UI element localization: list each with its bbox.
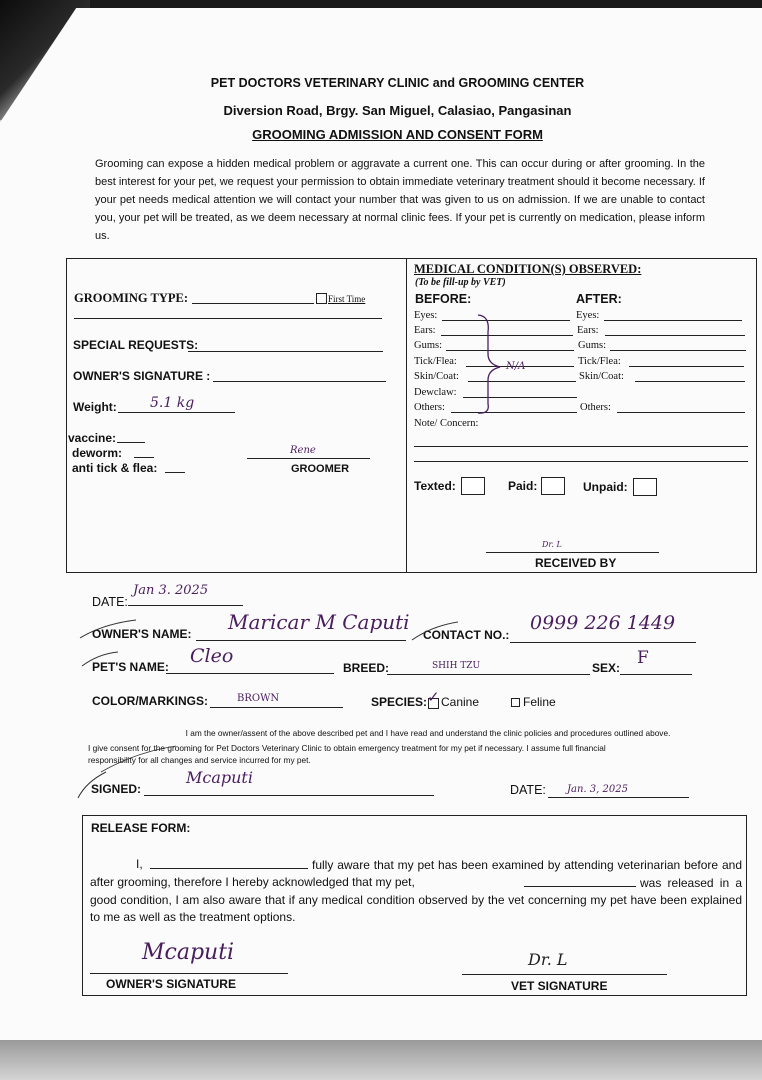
grooming-type-label: GROOMING TYPE: <box>74 291 189 305</box>
owner-name-value: Maricar M Caputi <box>228 610 410 634</box>
owner-signature-label: OWNER'S SIGNATURE : <box>73 369 211 383</box>
after-gums-line[interactable] <box>610 350 746 351</box>
after-heading: AFTER: <box>576 292 622 306</box>
sex-line[interactable] <box>620 674 692 675</box>
na-value: N/A <box>506 361 526 372</box>
date-label: DATE: <box>92 595 128 609</box>
clinic-name: PET DOCTORS VETERINARY CLINIC and GROOMING CENTER <box>210 76 585 90</box>
note-line-1[interactable] <box>414 446 748 447</box>
anti-tick-label: anti tick & flea: <box>72 461 158 475</box>
paid-label: Paid: <box>508 479 538 493</box>
breed-value: SHIH TZU <box>432 661 481 671</box>
signed-line[interactable] <box>144 795 434 796</box>
note-label: Note/ Concern: <box>414 418 479 429</box>
note-line-2[interactable] <box>414 461 748 462</box>
pet-name-value: Cleo <box>190 645 234 667</box>
before-others-label: Others: <box>414 402 445 413</box>
received-signature: Dr. L <box>542 540 562 549</box>
owner-release-signature: Mcaputi <box>142 940 235 965</box>
texted-label: Texted: <box>414 479 456 493</box>
owner-release-signature-line[interactable] <box>90 973 288 974</box>
color-line[interactable] <box>210 707 343 708</box>
weight-label: Weight: <box>73 400 117 414</box>
before-skin-label: Skin/Coat: <box>414 371 459 382</box>
color-label: COLOR/MARKINGS: <box>92 694 208 708</box>
vet-signature-line[interactable] <box>462 974 667 975</box>
after-others-label: Others: <box>580 402 611 413</box>
vet-signature-label: VET SIGNATURE <box>511 979 608 993</box>
consent-line-2: I give consent for the grooming for Pet Doctors Veterinary Clinic to obtain emergency treatment for my pet if necessary. I assume full financial <box>88 743 606 753</box>
after-ears-label: Ears: <box>577 325 599 336</box>
weight-value: 5.1 kg <box>150 395 195 411</box>
form-title: GROOMING ADMISSION AND CONSENT FORM <box>252 127 543 142</box>
consent-date-value: Jan. 3, 2025 <box>567 784 628 795</box>
vaccine-label: vaccine: <box>68 431 117 445</box>
owner-strike-mark <box>78 618 138 642</box>
release-title: RELEASE FORM: <box>91 821 191 835</box>
after-gums-label: Gums: <box>578 340 607 351</box>
consent-line-3: responsibility for all changes and service incurred for my pet. <box>88 755 311 765</box>
unpaid-checkbox[interactable] <box>633 478 657 496</box>
pet-name-label: PET'S NAME: <box>92 660 169 674</box>
canine-label: Canine <box>441 695 480 709</box>
deworm-label: deworm: <box>72 446 123 460</box>
contact-label: CONTACT NO.: <box>423 628 510 642</box>
before-gums-label: Gums: <box>414 340 443 351</box>
after-tick-line[interactable] <box>629 366 744 367</box>
signed-value: Mcaputi <box>186 768 253 787</box>
special-requests-label: SPECIAL REQUESTS: <box>73 338 199 352</box>
date-line[interactable] <box>128 605 243 606</box>
before-eyes-label: Eyes: <box>414 310 438 321</box>
before-ears-label: Ears: <box>414 325 436 336</box>
before-tick-label: Tick/Flea: <box>414 356 457 367</box>
vaccine-line[interactable] <box>117 442 145 443</box>
feline-label: Feline <box>523 695 556 709</box>
medical-title: MEDICAL CONDITION(S) OBSERVED: <box>414 262 642 276</box>
after-eyes-label: Eyes: <box>576 310 600 321</box>
anti-tick-line[interactable] <box>165 472 185 473</box>
deworm-line[interactable] <box>134 457 154 458</box>
paid-checkbox[interactable] <box>541 477 565 495</box>
vet-signature: Dr. L <box>528 950 568 969</box>
unpaid-label: Unpaid: <box>583 480 628 494</box>
after-skin-label: Skin/Coat: <box>579 371 624 382</box>
owner-release-signature-label: OWNER'S SIGNATURE <box>106 977 236 991</box>
pet-name-line[interactable] <box>166 673 334 674</box>
contact-strike-mark <box>410 620 460 644</box>
release-text-a: fully aware that my pet has been examined by attending veterinarian before and after grooming, therefore I hereby acknowledged that my pet, <box>90 858 742 889</box>
breed-label: BREED: <box>343 661 390 675</box>
after-tick-label: Tick/Flea: <box>578 356 621 367</box>
before-heading: BEFORE: <box>415 292 472 306</box>
date-value: Jan 3. 2025 <box>133 583 209 598</box>
received-line[interactable] <box>486 552 659 553</box>
sex-value: F <box>637 648 649 668</box>
special-requests-line[interactable] <box>188 351 383 352</box>
contact-line[interactable] <box>510 642 696 643</box>
species-label: SPECIES: <box>371 695 428 709</box>
groomer-label: GROOMER <box>291 463 350 475</box>
received-by-label: RECEIVED BY <box>535 556 617 570</box>
clinic-address: Diversion Road, Brgy. San Miguel, Calasiao, Pangasinan <box>223 103 572 118</box>
feline-checkbox[interactable] <box>511 698 520 707</box>
consent-date-line[interactable] <box>548 797 689 798</box>
intro-paragraph: Grooming can expose a hidden medical problem or aggravate a current one. This can occur during or after grooming. In the best interest for your pet, we request your permission to obtain immediate veterinary treatment should it become necessary. If your pet needs medical attention we will contact your number that was given to us on admission. If we are unable to contact you, your pet will be treated, as we deem necessary at normal clinic fees. If your pet is currently on medication, please inform us. <box>95 158 705 242</box>
groomer-line[interactable] <box>247 458 370 459</box>
first-time-checkbox[interactable] <box>316 293 327 304</box>
release-text-b: was released in a good condition, I am also aware that if any medical condition observed by the vet concerning my pet have been explained to me as well as the treatment options. <box>90 876 742 924</box>
after-skin-line[interactable] <box>635 381 745 382</box>
consent-date-label: DATE: <box>510 783 546 797</box>
admission-divider <box>406 258 407 573</box>
grooming-type-line-2[interactable] <box>74 318 382 319</box>
owner-name-line[interactable] <box>196 640 406 641</box>
sex-label: SEX: <box>592 661 621 675</box>
breed-line[interactable] <box>387 674 590 675</box>
after-ears-line[interactable] <box>605 335 745 336</box>
grooming-type-line[interactable] <box>192 303 314 304</box>
canine-check-mark: ✓ <box>427 688 440 706</box>
medical-subtitle: (To be fill-up by VET) <box>415 277 506 288</box>
scan-bottom-band <box>0 1040 762 1080</box>
consent-line-1: I am the owner/assent of the above described pet and I have read and understand the clinic policies and procedures outlined above. <box>185 728 671 738</box>
color-value: BROWN <box>237 693 280 704</box>
before-dewclaw-label: Dewclaw: <box>414 387 457 398</box>
after-others-line[interactable] <box>617 412 745 413</box>
owner-signature-line[interactable] <box>213 381 386 382</box>
texted-checkbox[interactable] <box>461 477 485 495</box>
groomer-name: Rene <box>290 445 316 456</box>
pet-strike-mark <box>80 650 120 670</box>
after-eyes-line[interactable] <box>604 320 742 321</box>
weight-line[interactable] <box>118 412 235 413</box>
signed-label: SIGNED: <box>91 782 142 796</box>
first-time-label: First Time <box>328 294 366 304</box>
release-i-label: I, <box>136 857 143 871</box>
contact-value: 0999 226 1449 <box>530 612 676 634</box>
owner-name-label: OWNER'S NAME: <box>92 627 192 641</box>
